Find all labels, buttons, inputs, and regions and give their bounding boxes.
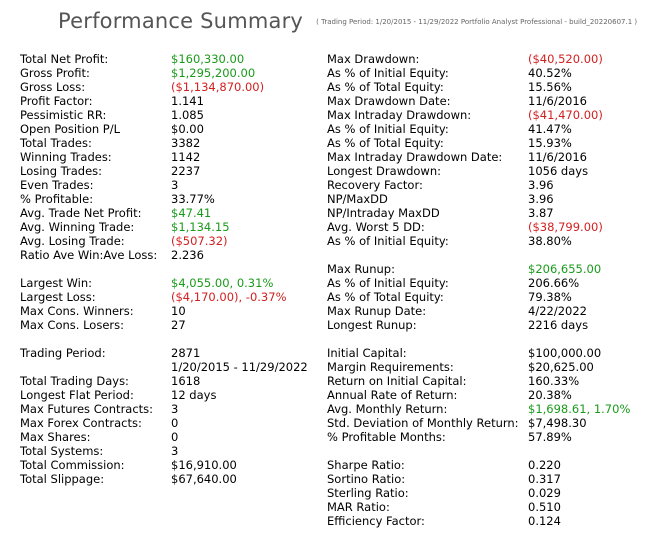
metric-value: $1,295,200.00	[171, 66, 256, 80]
metric-label: Gross Profit:	[20, 66, 90, 80]
metric-row-as-pct-of-total-equity	[327, 80, 647, 94]
metric-row-largest-win	[20, 276, 320, 290]
metric-label: As % of Initial Equity:	[327, 122, 449, 136]
metric-value: $1,698.61, 1.70%	[528, 402, 631, 416]
metric-value: 11/6/2016	[528, 94, 587, 108]
section-spacer	[20, 262, 320, 276]
metric-row-avg-winning-trade	[20, 220, 320, 234]
metric-label: Avg. Monthly Return:	[327, 402, 448, 416]
metric-value: $160,330.00	[171, 52, 245, 66]
metric-value: 1618	[171, 374, 201, 388]
section-spacer	[20, 332, 320, 346]
metric-label: Total Commission:	[20, 458, 125, 472]
metric-value: $67,640.00	[171, 472, 237, 486]
metric-value: $7,498.30	[528, 416, 587, 430]
metric-value: 0.317	[528, 472, 561, 486]
metric-row-as-pct-of-initial-equity	[327, 234, 647, 248]
metric-row-as-pct-of-initial-equity	[327, 276, 647, 290]
metric-value: 41.47%	[528, 122, 572, 136]
metric-label: Open Position P/L	[20, 122, 121, 136]
metric-row-max-cons-winners	[20, 304, 320, 318]
metric-value: 2871	[171, 346, 201, 360]
metric-label: Max Forex Contracts:	[20, 416, 142, 430]
metric-label: As % of Total Equity:	[327, 136, 444, 150]
metric-label: Max Drawdown Date:	[327, 94, 451, 108]
metric-row-return-on-initial-capital	[327, 374, 647, 388]
metric-value: 0	[171, 416, 179, 430]
metric-label: Recovery Factor:	[327, 178, 423, 192]
metric-row-max-forex-contracts	[20, 416, 320, 430]
metric-row-continuation	[20, 360, 320, 374]
metric-value: 3	[171, 402, 179, 416]
metric-label: MAR Ratio:	[327, 500, 390, 514]
metric-value: 3.87	[528, 206, 554, 220]
metric-label: Total Slippage:	[20, 472, 105, 486]
metric-label: Total Trades:	[20, 136, 92, 150]
metric-label: % Profitable:	[20, 192, 94, 206]
metric-label: Return on Initial Capital:	[327, 374, 467, 388]
metric-value: 38.80%	[528, 234, 572, 248]
metric-label: Total Net Profit:	[20, 52, 109, 66]
metric-row-np-intraday-maxdd	[327, 206, 647, 220]
metric-value: 0.124	[528, 514, 561, 528]
metric-value: 160.33%	[528, 374, 580, 388]
metric-label: Avg. Winning Trade:	[20, 220, 135, 234]
metric-label: Gross Loss:	[20, 80, 86, 94]
metric-row-total-net-profit	[20, 52, 320, 66]
metric-value: $16,910.00	[171, 458, 237, 472]
metric-label: Trading Period:	[20, 346, 106, 360]
left-metrics-column	[20, 52, 320, 486]
metric-label: Total Trading Days:	[20, 374, 129, 388]
metric-label: As % of Initial Equity:	[327, 234, 449, 248]
metric-row-std-deviation-of-monthly-return	[327, 416, 647, 430]
metric-value: $47.41	[171, 206, 212, 220]
metric-label: Initial Capital:	[327, 346, 407, 360]
metric-label: Max Cons. Losers:	[20, 318, 124, 332]
metric-row-max-cons-losers	[20, 318, 320, 332]
metric-label: Sharpe Ratio:	[327, 458, 405, 472]
metric-value: ($1,134,870.00)	[171, 80, 265, 94]
metric-label: Max Runup:	[327, 262, 395, 276]
metric-row-avg-monthly-return	[327, 402, 647, 416]
metric-label: Annual Rate of Return:	[327, 388, 458, 402]
metric-row-max-intraday-drawdown-date	[327, 150, 647, 164]
metric-label: As % of Total Equity:	[327, 80, 444, 94]
metric-value: 3.96	[528, 192, 554, 206]
metric-row-as-pct-of-total-equity	[327, 136, 647, 150]
metric-value: 1056 days	[528, 164, 589, 178]
metric-row-as-pct-of-initial-equity	[327, 122, 647, 136]
metric-value: $1,134.15	[171, 220, 230, 234]
metric-label: Largest Win:	[20, 276, 92, 290]
metric-value: 3382	[171, 136, 201, 150]
metric-row-largest-loss	[20, 290, 320, 304]
metric-value: 0.220	[528, 458, 561, 472]
metric-row-max-runup	[327, 262, 647, 276]
metric-label: Winning Trades:	[20, 150, 112, 164]
metric-value: 40.52%	[528, 66, 572, 80]
metric-value: 33.77%	[171, 192, 215, 206]
metric-row-longest-runup	[327, 318, 647, 332]
metric-value: 1.085	[171, 108, 204, 122]
metric-label: Pessimistic RR:	[20, 108, 107, 122]
metric-label: Max Intraday Drawdown:	[327, 108, 472, 122]
metric-label: NP/MaxDD	[327, 192, 388, 206]
metric-row-sterling-ratio	[327, 486, 647, 500]
metric-label: As % of Initial Equity:	[327, 66, 449, 80]
metric-row-losing-trades	[20, 164, 320, 178]
metric-label: Max Shares:	[20, 430, 91, 444]
metric-row-mar-ratio	[327, 500, 647, 514]
metric-value: ($38,799.00)	[528, 220, 603, 234]
metric-row-winning-trades	[20, 150, 320, 164]
metric-row-max-runup-date	[327, 304, 647, 318]
metric-value: $0.00	[171, 122, 204, 136]
metric-row-max-drawdown-date	[327, 94, 647, 108]
metric-label: Longest Runup:	[327, 318, 417, 332]
metric-row-gross-profit	[20, 66, 320, 80]
metric-label: Profit Factor:	[20, 94, 93, 108]
metric-row-max-intraday-drawdown	[327, 108, 647, 122]
metric-row-even-trades	[20, 178, 320, 192]
metric-row-gross-loss	[20, 80, 320, 94]
metric-value: 20.38%	[528, 388, 572, 402]
metric-value: 206.66%	[528, 276, 580, 290]
metric-row-sortino-ratio	[327, 472, 647, 486]
metric-label: Max Drawdown:	[327, 52, 420, 66]
metric-value: ($40,520.00)	[528, 52, 603, 66]
metric-value: 57.89%	[528, 430, 572, 444]
metric-value: 27	[171, 318, 186, 332]
metric-label: Avg. Worst 5 DD:	[327, 220, 425, 234]
metric-label: Max Runup Date:	[327, 304, 427, 318]
metric-label: Longest Drawdown:	[327, 164, 442, 178]
metric-row-pessimistic-rr	[20, 108, 320, 122]
metric-label: Longest Flat Period:	[20, 388, 134, 402]
metric-value: $206,655.00	[528, 262, 602, 276]
metric-value: 12 days	[171, 388, 217, 402]
metric-value: ($4,170.00), -0.37%	[171, 290, 287, 304]
metric-label: Losing Trades:	[20, 164, 103, 178]
metric-row-total-systems	[20, 444, 320, 458]
metric-label: Largest Loss:	[20, 290, 96, 304]
metric-row-ratio-ave-win-ave-loss	[20, 248, 320, 262]
section-spacer	[327, 332, 647, 346]
metric-row-margin-requirements	[327, 360, 647, 374]
metric-row-open-position-p-l	[20, 122, 320, 136]
metric-row-recovery-factor	[327, 178, 647, 192]
metric-label: Max Intraday Drawdown Date:	[327, 150, 503, 164]
metric-value: 1142	[171, 150, 201, 164]
right-metrics-column	[327, 52, 647, 528]
section-spacer	[327, 248, 647, 262]
metric-label: Max Cons. Winners:	[20, 304, 134, 318]
metric-label: Even Trades:	[20, 178, 94, 192]
metric-value: 0	[171, 430, 179, 444]
metric-value: $4,055.00, 0.31%	[171, 276, 274, 290]
metric-value: 10	[171, 304, 186, 318]
section-spacer	[327, 444, 647, 458]
metric-row-longest-drawdown	[327, 164, 647, 178]
metric-value: 15.56%	[528, 80, 572, 94]
metric-row-max-shares	[20, 430, 320, 444]
metric-row-annual-rate-of-return	[327, 388, 647, 402]
metric-value: 4/22/2022	[528, 304, 587, 318]
metric-value: 1.141	[171, 94, 204, 108]
metric-row-pct-profitable	[20, 192, 320, 206]
metric-row-total-slippage	[20, 472, 320, 486]
metric-value: 1/20/2015 - 11/29/2022	[171, 360, 308, 374]
metric-label: Avg. Losing Trade:	[20, 234, 125, 248]
metric-row-initial-capital	[327, 346, 647, 360]
metric-value: 0.510	[528, 500, 561, 514]
metric-row-avg-trade-net-profit	[20, 206, 320, 220]
metric-value: 2237	[171, 164, 201, 178]
metric-label: Std. Deviation of Monthly Return:	[327, 416, 519, 430]
metric-value: 3	[171, 178, 179, 192]
metric-value: ($507.32)	[171, 234, 228, 248]
metric-value: 2.236	[171, 248, 204, 262]
metric-row-max-drawdown	[327, 52, 647, 66]
metric-value: 2216 days	[528, 318, 589, 332]
metric-row-max-futures-contracts	[20, 402, 320, 416]
page-subtitle: ( Trading Period: 1/20/2015 - 11/29/2022 Portfolio Analyst Professional - build_20220607.1 )	[316, 18, 638, 26]
metric-value: 3	[171, 444, 179, 458]
metric-row-pct-profitable-months	[327, 430, 647, 444]
metric-row-total-commission	[20, 458, 320, 472]
metric-label: Sterling Ratio:	[327, 486, 409, 500]
metric-label: Sortino Ratio:	[327, 472, 406, 486]
metric-value: $20,625.00	[528, 360, 594, 374]
page-title: Performance Summary	[58, 9, 304, 33]
metric-row-sharpe-ratio	[327, 458, 647, 472]
metric-row-as-pct-of-initial-equity	[327, 66, 647, 80]
metric-label: As % of Total Equity:	[327, 290, 444, 304]
metric-value: $100,000.00	[528, 346, 602, 360]
metric-value: 0.029	[528, 486, 561, 500]
metric-label: Max Futures Contracts:	[20, 402, 154, 416]
metric-row-efficiency-factor	[327, 514, 647, 528]
metric-row-longest-flat-period	[20, 388, 320, 402]
metric-row-as-pct-of-total-equity	[327, 290, 647, 304]
metric-label: As % of Initial Equity:	[327, 276, 449, 290]
metric-value: 15.93%	[528, 136, 572, 150]
metric-row-total-trades	[20, 136, 320, 150]
metric-label: Ratio Ave Win:Ave Loss:	[20, 248, 158, 262]
metric-label: Efficiency Factor:	[327, 514, 425, 528]
metric-row-np-maxdd	[327, 192, 647, 206]
report-header	[58, 9, 637, 33]
metric-value: 79.38%	[528, 290, 572, 304]
metric-value: 3.96	[528, 178, 554, 192]
metric-label: Avg. Trade Net Profit:	[20, 206, 142, 220]
metric-value: 11/6/2016	[528, 150, 587, 164]
metric-label: Margin Requirements:	[327, 360, 454, 374]
metric-label: % Profitable Months:	[327, 430, 446, 444]
metric-row-total-trading-days	[20, 374, 320, 388]
metric-row-avg-losing-trade	[20, 234, 320, 248]
metric-label: Total Systems:	[20, 444, 104, 458]
metric-row-trading-period	[20, 346, 320, 360]
metric-row-profit-factor	[20, 94, 320, 108]
metric-value: ($41,470.00)	[528, 108, 603, 122]
metric-row-avg-worst-5-dd	[327, 220, 647, 234]
metric-label: NP/Intraday MaxDD	[327, 206, 440, 220]
